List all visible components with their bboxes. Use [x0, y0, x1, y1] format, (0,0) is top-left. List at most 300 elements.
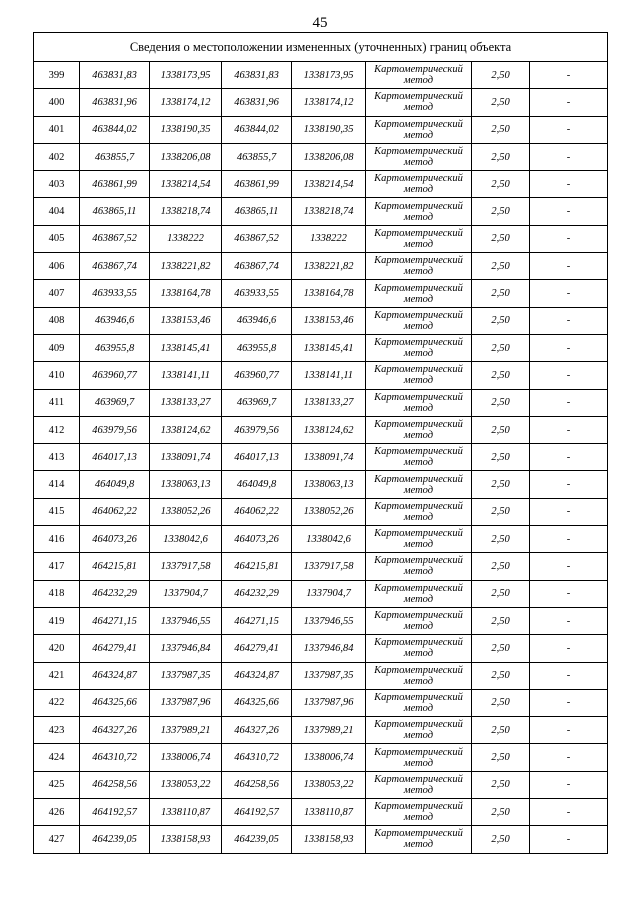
accuracy-cell: 2,50 — [472, 334, 530, 361]
method-cell — [366, 526, 472, 553]
method-label-line1: Картометрический — [374, 691, 463, 703]
point-number-cell: 421 — [34, 662, 80, 689]
point-number-cell: 404 — [34, 198, 80, 225]
y-existing-cell: 1338206,08 — [150, 143, 222, 170]
point-number-cell: 399 — [34, 62, 80, 89]
method-label-line1: Картометрический — [374, 528, 463, 540]
accuracy-cell: 2,50 — [472, 744, 530, 771]
method-label-line1: Картометрический — [374, 637, 463, 649]
method-label-line1: Картометрический — [374, 200, 463, 212]
x-refined-cell: 463831,96 — [222, 89, 292, 116]
description-cell: - — [530, 580, 608, 607]
method-cell — [366, 498, 472, 525]
accuracy-cell: 2,50 — [472, 635, 530, 662]
x-existing-cell: 463867,74 — [80, 253, 150, 280]
method-cell — [366, 362, 472, 389]
method-label-line2: метод — [403, 457, 434, 469]
y-refined-cell: 1338174,12 — [292, 89, 366, 116]
table-row — [34, 799, 608, 826]
y-existing-cell: 1338221,82 — [150, 253, 222, 280]
x-existing-cell: 464192,57 — [80, 799, 150, 826]
x-refined-cell: 464215,81 — [222, 553, 292, 580]
method-label-line1: Картометрический — [374, 473, 463, 485]
method-cell — [366, 799, 472, 826]
table-row — [34, 771, 608, 798]
table-row — [34, 362, 608, 389]
description-cell: - — [530, 89, 608, 116]
method-cell — [366, 116, 472, 143]
accuracy-cell: 2,50 — [472, 662, 530, 689]
y-existing-cell: 1338190,35 — [150, 116, 222, 143]
y-existing-cell: 1338164,78 — [150, 280, 222, 307]
x-existing-cell: 464073,26 — [80, 526, 150, 553]
x-refined-cell: 463960,77 — [222, 362, 292, 389]
table-row — [34, 416, 608, 443]
method-label-line2: метод — [403, 812, 434, 824]
x-refined-cell: 463946,6 — [222, 307, 292, 334]
method-label-line2: метод — [403, 102, 434, 114]
x-refined-cell: 463955,8 — [222, 334, 292, 361]
table-row — [34, 744, 608, 771]
method-cell — [366, 689, 472, 716]
description-cell: - — [530, 607, 608, 634]
y-refined-cell: 1338218,74 — [292, 198, 366, 225]
description-cell: - — [530, 253, 608, 280]
method-label-line1: Картометрический — [374, 582, 463, 594]
accuracy-cell: 2,50 — [472, 225, 530, 252]
y-existing-cell: 1338141,11 — [150, 362, 222, 389]
x-refined-cell: 463844,02 — [222, 116, 292, 143]
method-cell — [366, 143, 472, 170]
y-refined-cell: 1338158,93 — [292, 826, 366, 853]
method-label-line1: Картометрический — [374, 746, 463, 758]
table-row — [34, 143, 608, 170]
table-row — [34, 198, 608, 225]
x-existing-cell: 464324,87 — [80, 662, 150, 689]
method-cell — [366, 389, 472, 416]
x-existing-cell: 464327,26 — [80, 717, 150, 744]
method-label-line1: Картометрический — [374, 828, 463, 840]
description-cell: - — [530, 143, 608, 170]
method-label-line2: метод — [403, 675, 434, 687]
method-cell — [366, 280, 472, 307]
x-existing-cell: 464279,41 — [80, 635, 150, 662]
method-label-line1: Картометрический — [374, 664, 463, 676]
point-number-cell: 414 — [34, 471, 80, 498]
description-cell: - — [530, 225, 608, 252]
point-number-cell: 413 — [34, 444, 80, 471]
x-existing-cell: 464239,05 — [80, 826, 150, 853]
method-label-line2: метод — [403, 511, 434, 523]
accuracy-cell: 2,50 — [472, 171, 530, 198]
description-cell: - — [530, 744, 608, 771]
table-row — [34, 471, 608, 498]
description-cell: - — [530, 771, 608, 798]
method-label-line1: Картометрический — [374, 255, 463, 267]
accuracy-cell: 2,50 — [472, 307, 530, 334]
y-refined-cell: 1338221,82 — [292, 253, 366, 280]
table-row — [34, 526, 608, 553]
x-existing-cell: 463844,02 — [80, 116, 150, 143]
y-existing-cell: 1338222 — [150, 225, 222, 252]
x-refined-cell: 464017,13 — [222, 444, 292, 471]
y-existing-cell: 1338042,6 — [150, 526, 222, 553]
y-refined-cell: 1337946,55 — [292, 607, 366, 634]
point-number-cell: 406 — [34, 253, 80, 280]
x-refined-cell: 463933,55 — [222, 280, 292, 307]
method-label-line1: Картометрический — [374, 500, 463, 512]
boundary-coordinates-table — [33, 32, 608, 854]
table-row — [34, 62, 608, 89]
x-refined-cell: 464232,29 — [222, 580, 292, 607]
x-refined-cell: 464324,87 — [222, 662, 292, 689]
x-refined-cell: 463865,11 — [222, 198, 292, 225]
x-existing-cell: 463955,8 — [80, 334, 150, 361]
x-existing-cell: 464232,29 — [80, 580, 150, 607]
method-label-line1: Картометрический — [374, 555, 463, 567]
y-refined-cell: 1338110,87 — [292, 799, 366, 826]
method-label-line1: Картометрический — [374, 446, 463, 458]
method-cell — [366, 744, 472, 771]
x-refined-cell: 464049,8 — [222, 471, 292, 498]
y-existing-cell: 1338173,95 — [150, 62, 222, 89]
y-refined-cell: 1337904,7 — [292, 580, 366, 607]
accuracy-cell: 2,50 — [472, 689, 530, 716]
method-label-line2: метод — [403, 430, 434, 441]
x-refined-cell: 463861,99 — [222, 171, 292, 198]
point-number-cell: 410 — [34, 362, 80, 389]
y-refined-cell: 1338222 — [292, 225, 366, 252]
accuracy-cell: 2,50 — [472, 471, 530, 498]
x-existing-cell: 464325,66 — [80, 689, 150, 716]
x-refined-cell: 464325,66 — [222, 689, 292, 716]
y-existing-cell: 1337946,55 — [150, 607, 222, 634]
x-refined-cell: 464271,15 — [222, 607, 292, 634]
method-label-line1: Картометрический — [374, 173, 463, 185]
accuracy-cell: 2,50 — [472, 580, 530, 607]
table-row — [34, 171, 608, 198]
point-number-cell: 422 — [34, 689, 80, 716]
accuracy-cell: 2,50 — [472, 553, 530, 580]
x-refined-cell: 463867,74 — [222, 253, 292, 280]
x-refined-cell: 464258,56 — [222, 771, 292, 798]
method-label-line1: Картометрический — [374, 391, 463, 403]
method-label-line2: метод — [403, 484, 434, 496]
y-existing-cell: 1338063,13 — [150, 471, 222, 498]
y-existing-cell: 1338124,62 — [150, 416, 222, 443]
method-label-line1: Картометрический — [374, 801, 463, 813]
point-number-cell: 412 — [34, 416, 80, 443]
y-refined-cell: 1338053,22 — [292, 771, 366, 798]
table-row — [34, 253, 608, 280]
method-label-line2: метод — [403, 593, 434, 605]
method-label-line2: метод — [403, 320, 434, 332]
description-cell: - — [530, 444, 608, 471]
accuracy-cell: 2,50 — [472, 799, 530, 826]
y-refined-cell: 1338214,54 — [292, 171, 366, 198]
y-existing-cell: 1338174,12 — [150, 89, 222, 116]
table-row — [34, 635, 608, 662]
method-cell — [366, 89, 472, 116]
table-row — [34, 334, 608, 361]
table-row — [34, 389, 608, 416]
description-cell: - — [530, 471, 608, 498]
x-refined-cell: 464073,26 — [222, 526, 292, 553]
y-refined-cell: 1338190,35 — [292, 116, 366, 143]
y-existing-cell: 1338153,46 — [150, 307, 222, 334]
table-row — [34, 689, 608, 716]
method-cell — [366, 607, 472, 634]
method-label-line2: метод — [403, 348, 434, 360]
point-number-cell: 402 — [34, 143, 80, 170]
point-number-cell: 411 — [34, 389, 80, 416]
table-row — [34, 498, 608, 525]
table-row — [34, 717, 608, 744]
method-cell — [366, 444, 472, 471]
y-existing-cell: 1337904,7 — [150, 580, 222, 607]
y-existing-cell: 1338006,74 — [150, 744, 222, 771]
y-refined-cell: 1338164,78 — [292, 280, 366, 307]
x-refined-cell: 463867,52 — [222, 225, 292, 252]
point-number-cell: 420 — [34, 635, 80, 662]
method-label-line1: Картометрический — [374, 282, 463, 294]
x-existing-cell: 463861,99 — [80, 171, 150, 198]
description-cell: - — [530, 389, 608, 416]
y-refined-cell: 1338063,13 — [292, 471, 366, 498]
y-refined-cell: 1338124,62 — [292, 416, 366, 443]
method-cell — [366, 471, 472, 498]
x-existing-cell: 464310,72 — [80, 744, 150, 771]
table-caption: Сведения о местоположении измененных (уточненных) границ объекта — [34, 33, 608, 62]
method-label-line2: метод — [403, 784, 434, 796]
accuracy-cell: 2,50 — [472, 62, 530, 89]
accuracy-cell: 2,50 — [472, 116, 530, 143]
y-refined-cell: 1338091,74 — [292, 444, 366, 471]
x-refined-cell: 464062,22 — [222, 498, 292, 525]
point-number-cell: 407 — [34, 280, 80, 307]
method-label-line1: Картометрический — [374, 118, 463, 130]
point-number-cell: 405 — [34, 225, 80, 252]
y-existing-cell: 1337987,96 — [150, 689, 222, 716]
method-cell — [366, 717, 472, 744]
table-row — [34, 89, 608, 116]
point-number-cell: 400 — [34, 89, 80, 116]
method-label-line2: метод — [403, 702, 434, 714]
method-cell — [366, 62, 472, 89]
table-caption-row — [34, 33, 608, 62]
x-existing-cell: 463867,52 — [80, 225, 150, 252]
method-label-line2: метод — [403, 129, 434, 141]
method-label-line1: Картометрический — [374, 419, 463, 430]
method-cell — [366, 225, 472, 252]
x-existing-cell: 464258,56 — [80, 771, 150, 798]
point-number-cell: 403 — [34, 171, 80, 198]
description-cell: - — [530, 826, 608, 853]
y-refined-cell: 1338141,11 — [292, 362, 366, 389]
description-cell: - — [530, 662, 608, 689]
x-refined-cell: 464279,41 — [222, 635, 292, 662]
x-refined-cell: 464310,72 — [222, 744, 292, 771]
x-existing-cell: 463831,83 — [80, 62, 150, 89]
method-label-line2: метод — [403, 757, 434, 769]
y-existing-cell: 1338158,93 — [150, 826, 222, 853]
method-label-line1: Картометрический — [374, 364, 463, 376]
method-label-line1: Картометрический — [374, 91, 463, 103]
table-row — [34, 662, 608, 689]
method-label-line2: метод — [403, 211, 434, 223]
y-refined-cell: 1338052,26 — [292, 498, 366, 525]
point-number-cell: 423 — [34, 717, 80, 744]
accuracy-cell: 2,50 — [472, 198, 530, 225]
method-label-line2: метод — [403, 184, 434, 196]
y-existing-cell: 1338053,22 — [150, 771, 222, 798]
table-row — [34, 307, 608, 334]
y-refined-cell: 1337989,21 — [292, 717, 366, 744]
table-row — [34, 553, 608, 580]
y-existing-cell: 1337917,58 — [150, 553, 222, 580]
point-number-cell: 424 — [34, 744, 80, 771]
method-cell — [366, 635, 472, 662]
method-label-line2: метод — [403, 402, 434, 414]
x-refined-cell: 463855,7 — [222, 143, 292, 170]
y-refined-cell: 1338006,74 — [292, 744, 366, 771]
description-cell: - — [530, 362, 608, 389]
method-cell — [366, 771, 472, 798]
point-number-cell: 415 — [34, 498, 80, 525]
y-existing-cell: 1337946,84 — [150, 635, 222, 662]
method-label-line2: метод — [403, 566, 434, 578]
point-number-cell: 416 — [34, 526, 80, 553]
x-existing-cell: 463946,6 — [80, 307, 150, 334]
accuracy-cell: 2,50 — [472, 717, 530, 744]
accuracy-cell: 2,50 — [472, 389, 530, 416]
description-cell: - — [530, 171, 608, 198]
x-existing-cell: 464271,15 — [80, 607, 150, 634]
description-cell: - — [530, 799, 608, 826]
y-existing-cell: 1338091,74 — [150, 444, 222, 471]
method-label-line2: метод — [403, 648, 434, 660]
method-label-line1: Картометрический — [374, 719, 463, 731]
method-label-line1: Картометрический — [374, 227, 463, 239]
point-number-cell: 409 — [34, 334, 80, 361]
description-cell: - — [530, 416, 608, 443]
accuracy-cell: 2,50 — [472, 771, 530, 798]
y-existing-cell: 1337987,35 — [150, 662, 222, 689]
point-number-cell: 427 — [34, 826, 80, 853]
method-label-line1: Картометрический — [374, 773, 463, 785]
description-cell: - — [530, 689, 608, 716]
description-cell: - — [530, 116, 608, 143]
method-cell — [366, 307, 472, 334]
method-label-line2: метод — [403, 157, 434, 169]
accuracy-cell: 2,50 — [472, 444, 530, 471]
description-cell: - — [530, 553, 608, 580]
table-row — [34, 116, 608, 143]
table-row — [34, 280, 608, 307]
y-existing-cell: 1337989,21 — [150, 717, 222, 744]
table-row — [34, 580, 608, 607]
table-row — [34, 225, 608, 252]
description-cell: - — [530, 635, 608, 662]
y-refined-cell: 1338133,27 — [292, 389, 366, 416]
method-cell — [366, 662, 472, 689]
accuracy-cell: 2,50 — [472, 498, 530, 525]
x-refined-cell: 463969,7 — [222, 389, 292, 416]
point-number-cell: 401 — [34, 116, 80, 143]
x-existing-cell: 463855,7 — [80, 143, 150, 170]
y-refined-cell: 1338173,95 — [292, 62, 366, 89]
x-refined-cell: 464239,05 — [222, 826, 292, 853]
y-refined-cell: 1338145,41 — [292, 334, 366, 361]
method-label-line2: метод — [403, 539, 434, 551]
x-refined-cell: 464192,57 — [222, 799, 292, 826]
x-existing-cell: 464062,22 — [80, 498, 150, 525]
method-label-line1: Картометрический — [374, 309, 463, 321]
description-cell: - — [530, 198, 608, 225]
method-label-line1: Картометрический — [374, 337, 463, 349]
y-refined-cell: 1337987,96 — [292, 689, 366, 716]
description-cell: - — [530, 334, 608, 361]
accuracy-cell: 2,50 — [472, 89, 530, 116]
description-cell: - — [530, 526, 608, 553]
accuracy-cell: 2,50 — [472, 826, 530, 853]
method-label-line2: метод — [403, 621, 434, 633]
x-existing-cell: 463979,56 — [80, 416, 150, 443]
point-number-cell: 417 — [34, 553, 80, 580]
accuracy-cell: 2,50 — [472, 253, 530, 280]
description-cell: - — [530, 717, 608, 744]
method-cell — [366, 553, 472, 580]
method-cell — [366, 253, 472, 280]
table-row — [34, 826, 608, 853]
method-cell — [366, 198, 472, 225]
method-label-line1: Картометрический — [374, 610, 463, 622]
y-existing-cell: 1338133,27 — [150, 389, 222, 416]
point-number-cell: 425 — [34, 771, 80, 798]
y-existing-cell: 1338052,26 — [150, 498, 222, 525]
x-refined-cell: 463831,83 — [222, 62, 292, 89]
method-label-line2: метод — [403, 839, 434, 851]
page-number: 45 — [312, 15, 328, 31]
accuracy-cell: 2,50 — [472, 526, 530, 553]
method-cell — [366, 171, 472, 198]
x-existing-cell: 464017,13 — [80, 444, 150, 471]
description-cell: - — [530, 280, 608, 307]
x-existing-cell: 463969,7 — [80, 389, 150, 416]
x-existing-cell: 464215,81 — [80, 553, 150, 580]
method-label-line2: метод — [403, 266, 434, 278]
x-refined-cell: 463979,56 — [222, 416, 292, 443]
method-label-line1: Картометрический — [374, 64, 463, 76]
method-cell — [366, 416, 472, 443]
description-cell: - — [530, 498, 608, 525]
point-number-cell: 419 — [34, 607, 80, 634]
x-existing-cell: 463960,77 — [80, 362, 150, 389]
method-label-line2: метод — [403, 238, 434, 250]
method-cell — [366, 826, 472, 853]
accuracy-cell: 2,50 — [472, 280, 530, 307]
y-existing-cell: 1338145,41 — [150, 334, 222, 361]
y-refined-cell: 1338206,08 — [292, 143, 366, 170]
point-number-cell: 426 — [34, 799, 80, 826]
point-number-cell: 418 — [34, 580, 80, 607]
accuracy-cell: 2,50 — [472, 143, 530, 170]
x-refined-cell: 464327,26 — [222, 717, 292, 744]
y-existing-cell: 1338218,74 — [150, 198, 222, 225]
y-refined-cell: 1338042,6 — [292, 526, 366, 553]
x-existing-cell: 463865,11 — [80, 198, 150, 225]
y-existing-cell: 1338110,87 — [150, 799, 222, 826]
